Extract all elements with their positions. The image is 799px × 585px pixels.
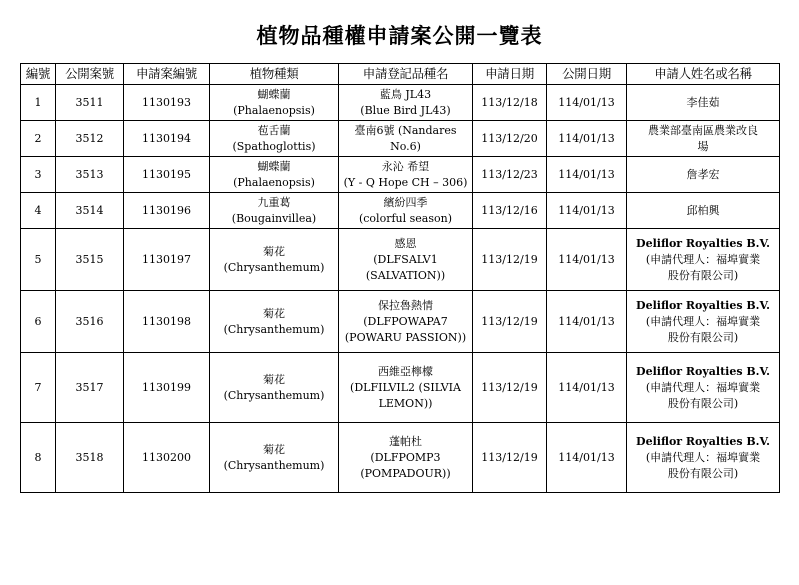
species-zh: 菊花 [263, 306, 285, 320]
applicant-line: (申請代理人：福埠實業 [645, 314, 761, 328]
cell-app-date: 113/12/19 [473, 291, 547, 353]
cell-applicant [627, 85, 780, 121]
variety-line: (Y - Q Hope CH – 306) [343, 175, 468, 189]
cell-no: 1 [21, 85, 56, 121]
header-applicant: 申請人姓名或名稱 [627, 64, 780, 85]
applicant-line: Deliflor Royalties B.V. [636, 298, 770, 312]
cell-app-no: 1130196 [124, 193, 210, 229]
header-variety: 申請登記品種名 [339, 64, 473, 85]
applicant-line: 股份有限公司) [667, 268, 739, 282]
cell-species [210, 291, 339, 353]
table-row [21, 423, 780, 493]
cell-pub-no: 3516 [56, 291, 124, 353]
species-en: (Phalaenopsis) [233, 175, 315, 189]
variety-line: 藍鳥 JL43 [379, 87, 432, 101]
cell-applicant [627, 229, 780, 291]
applicant-line: Deliflor Royalties B.V. [636, 434, 770, 448]
applicant-line: 股份有限公司) [667, 396, 739, 410]
cell-app-no: 1130197 [124, 229, 210, 291]
cell-pub-no: 3515 [56, 229, 124, 291]
cell-pub-no: 3517 [56, 353, 124, 423]
cell-app-no: 1130195 [124, 157, 210, 193]
variety-line: 感恩 [394, 236, 417, 250]
variety-line: (Blue Bird JL43) [360, 103, 451, 117]
cell-pub-date: 114/01/13 [547, 291, 627, 353]
cell-pub-no: 3512 [56, 121, 124, 157]
species-zh: 菊花 [263, 244, 285, 258]
cell-variety [339, 229, 473, 291]
cell-applicant [627, 353, 780, 423]
cell-pub-date: 114/01/13 [547, 193, 627, 229]
cell-app-date: 113/12/18 [473, 85, 547, 121]
variety-line: 保拉魯熱情 [378, 298, 433, 312]
cell-variety [339, 85, 473, 121]
applicant-line: 邱柏興 [686, 203, 720, 217]
cell-pub-no: 3518 [56, 423, 124, 493]
species-zh: 蝴蝶蘭 [257, 159, 291, 173]
cell-pub-date: 114/01/13 [547, 85, 627, 121]
cell-variety [339, 353, 473, 423]
cell-variety [339, 291, 473, 353]
applicant-line: 股份有限公司) [667, 466, 739, 480]
table-row [21, 291, 780, 353]
variety-line: LEMON)) [378, 396, 433, 410]
applicant-line: 李佳茹 [686, 95, 720, 109]
cell-app-date: 113/12/19 [473, 423, 547, 493]
species-en: (Chrysanthemum) [223, 388, 325, 402]
applicant-line: Deliflor Royalties B.V. [636, 364, 770, 378]
variety-line: (DLFPOWAPA7 [363, 314, 448, 328]
cell-species [210, 353, 339, 423]
cell-pub-date: 114/01/13 [547, 423, 627, 493]
species-zh: 菊花 [263, 372, 285, 386]
cell-applicant [627, 423, 780, 493]
applicant-line: Deliflor Royalties B.V. [636, 236, 770, 250]
cell-no: 5 [21, 229, 56, 291]
cell-variety [339, 157, 473, 193]
header-pub-date: 公開日期 [547, 64, 627, 85]
species-en: (Spathoglottis) [232, 139, 316, 153]
cell-variety [339, 423, 473, 493]
cell-app-date: 113/12/19 [473, 353, 547, 423]
disclosure-table [20, 63, 780, 493]
cell-app-no: 1130193 [124, 85, 210, 121]
species-en: (Chrysanthemum) [223, 458, 325, 472]
variety-line: (colorful season) [358, 211, 452, 225]
species-en: (Bougainvillea) [231, 211, 317, 225]
cell-app-date: 113/12/23 [473, 157, 547, 193]
cell-species [210, 423, 339, 493]
variety-line: 蓬帕杜 [389, 434, 422, 448]
cell-variety [339, 121, 473, 157]
applicant-line: (申請代理人：福埠實業 [645, 252, 761, 266]
variety-line: 西維亞檸檬 [378, 364, 433, 378]
table-row [21, 85, 780, 121]
variety-line: 繽紛四季 [383, 195, 428, 209]
species-zh: 九重葛 [257, 195, 291, 209]
species-en: (Chrysanthemum) [223, 260, 325, 274]
table-row [21, 353, 780, 423]
variety-line: (DLFSALV1 [373, 252, 438, 266]
table-row [21, 121, 780, 157]
table-row [21, 229, 780, 291]
cell-applicant [627, 291, 780, 353]
header-app-date: 申請日期 [473, 64, 547, 85]
cell-app-no: 1130200 [124, 423, 210, 493]
cell-applicant [627, 121, 780, 157]
cell-applicant [627, 157, 780, 193]
cell-app-date: 113/12/20 [473, 121, 547, 157]
cell-pub-no: 3511 [56, 85, 124, 121]
cell-no: 4 [21, 193, 56, 229]
variety-line: (SALVATION)) [365, 268, 446, 282]
cell-no: 8 [21, 423, 56, 493]
header-row [21, 64, 780, 85]
cell-pub-date: 114/01/13 [547, 121, 627, 157]
variety-line: (POMPADOUR)) [360, 466, 451, 480]
cell-pub-date: 114/01/13 [547, 353, 627, 423]
applicant-line: 農業部臺南區農業改良 [648, 123, 758, 137]
cell-app-date: 113/12/19 [473, 229, 547, 291]
header-app-no: 申請案編號 [124, 64, 210, 85]
variety-line: (DLFPOMP3 [370, 450, 441, 464]
cell-app-no: 1130198 [124, 291, 210, 353]
variety-line: No.6) [390, 139, 421, 153]
applicant-line: (申請代理人：福埠實業 [645, 450, 761, 464]
cell-app-date: 113/12/16 [473, 193, 547, 229]
table-row [21, 157, 780, 193]
variety-line: (DLFILVIL2 (SILVIA [350, 380, 461, 394]
page-title: 植物品種權申請案公開一覽表 [256, 24, 543, 48]
cell-no: 7 [21, 353, 56, 423]
applicant-line: 詹孝宏 [686, 167, 720, 181]
header-no: 編號 [21, 64, 56, 85]
applicant-line: (申請代理人：福埠實業 [645, 380, 761, 394]
species-en: (Chrysanthemum) [223, 322, 325, 336]
cell-pub-date: 114/01/13 [547, 157, 627, 193]
cell-pub-date: 114/01/13 [547, 229, 627, 291]
variety-line: 永沁 希望 [381, 159, 430, 173]
cell-species [210, 121, 339, 157]
applicant-line: 股份有限公司) [667, 330, 739, 344]
species-en: (Phalaenopsis) [233, 103, 315, 117]
cell-species [210, 157, 339, 193]
cell-no: 3 [21, 157, 56, 193]
cell-applicant [627, 193, 780, 229]
species-zh: 苞舌蘭 [257, 123, 291, 137]
species-zh: 蝴蝶蘭 [257, 87, 291, 101]
cell-pub-no: 3513 [56, 157, 124, 193]
cell-app-no: 1130194 [124, 121, 210, 157]
cell-species [210, 85, 339, 121]
header-pub-no: 公開案號 [56, 64, 124, 85]
cell-species [210, 193, 339, 229]
cell-species [210, 229, 339, 291]
variety-line: (POWARU PASSION)) [344, 330, 467, 344]
cell-no: 6 [21, 291, 56, 353]
cell-variety [339, 193, 473, 229]
species-zh: 菊花 [263, 442, 285, 456]
cell-no: 2 [21, 121, 56, 157]
header-species: 植物種類 [210, 64, 339, 85]
variety-line: 臺南6號 (Nandares [354, 123, 457, 137]
applicant-line: 場 [697, 139, 709, 153]
cell-pub-no: 3514 [56, 193, 124, 229]
cell-app-no: 1130199 [124, 353, 210, 423]
table-row [21, 193, 780, 229]
